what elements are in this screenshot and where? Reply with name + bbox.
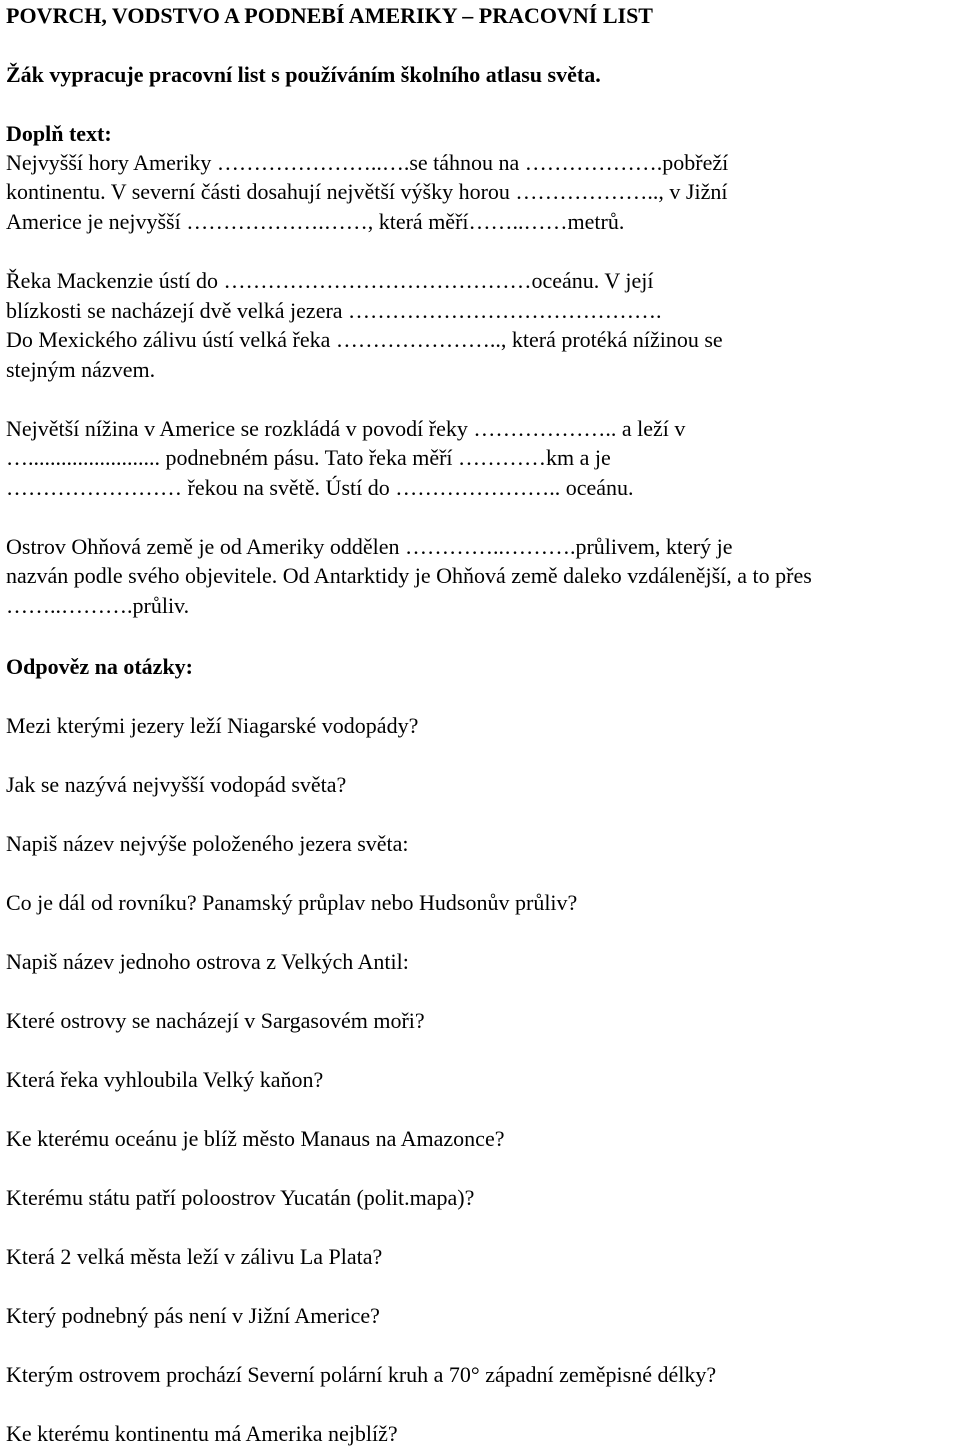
fill-line: kontinentu. V severní části dosahují největší výšky horou ……………….., v Jižní [6, 179, 728, 204]
fill-line: …………………… řekou na světě. Ústí do ………………….. oceánu. [6, 475, 634, 500]
question-item: Která řeka vyhloubila Velký kaňon? [6, 1067, 324, 1092]
fill-line: stejným názvem. [6, 357, 156, 382]
fill-line: Americe je nejvyšší ……………….……, která měří……..……metrů. [6, 209, 625, 234]
question-item: Který podnebný pás není v Jižní Americe? [6, 1303, 380, 1328]
fill-line: Do Mexického zálivu ústí velká řeka ………………….., která protéká nížinou se [6, 327, 723, 352]
fill-line: ……..……….průliv. [6, 593, 190, 618]
question-item: Jak se nazývá nejvyšší vodopád světa? [6, 772, 347, 797]
fill-line: …........................ podnebném pásu. Tato řeka měří …………km a je [6, 445, 611, 470]
question-item: Mezi kterými jezery leží Niagarské vodopády? [6, 713, 419, 738]
worksheet-title: POVRCH, VODSTVO A PODNEBÍ AMERIKY – PRACOVNÍ LIST [6, 3, 653, 28]
fill-line: nazván podle svého objevitele. Od Antarktidy je Ohňová země daleko vzdálenější, a to přes [6, 563, 812, 588]
question-item: Ke kterému kontinentu má Amerika nejblíž? [6, 1421, 398, 1446]
question-item: Co je dál od rovníku? Panamský průplav nebo Hudsonův průliv? [6, 890, 578, 915]
question-item: Napiš název nejvýše položeného jezera světa: [6, 831, 409, 856]
fill-line: Nejvyšší hory Ameriky …………………..….se táhnou na ……………….pobřeží [6, 150, 729, 175]
question-item: Kterému státu patří poloostrov Yucatán (polit.mapa)? [6, 1185, 475, 1210]
question-item: Kterým ostrovem prochází Severní polární kruh a 70° západní zeměpisné délky? [6, 1362, 717, 1387]
fill-line: Řeka Mackenzie ústí do ……………………………………oceánu. V její [6, 268, 654, 293]
question-item: Která 2 velká města leží v zálivu La Plata? [6, 1244, 383, 1269]
fill-section-heading: Doplň text: [6, 121, 112, 146]
instruction-text: Žák vypracuje pracovní list s používáním školního atlasu světa. [6, 62, 601, 87]
fill-line: blízkosti se nacházejí dvě velká jezera ……………………………………. [6, 298, 662, 323]
question-item: Které ostrovy se nacházejí v Sargasovém moři? [6, 1008, 425, 1033]
fill-line: Největší nížina v Americe se rozkládá v povodí řeky ……………….. a leží v [6, 416, 686, 441]
question-item: Ke kterému oceánu je blíž město Manaus na Amazonce? [6, 1126, 505, 1151]
fill-line: Ostrov Ohňová země je od Ameriky oddělen …………..……….průlivem, který je [6, 534, 733, 559]
questions-section-heading: Odpověz na otázky: [6, 654, 193, 679]
question-item: Napiš název jednoho ostrova z Velkých Antil: [6, 949, 409, 974]
